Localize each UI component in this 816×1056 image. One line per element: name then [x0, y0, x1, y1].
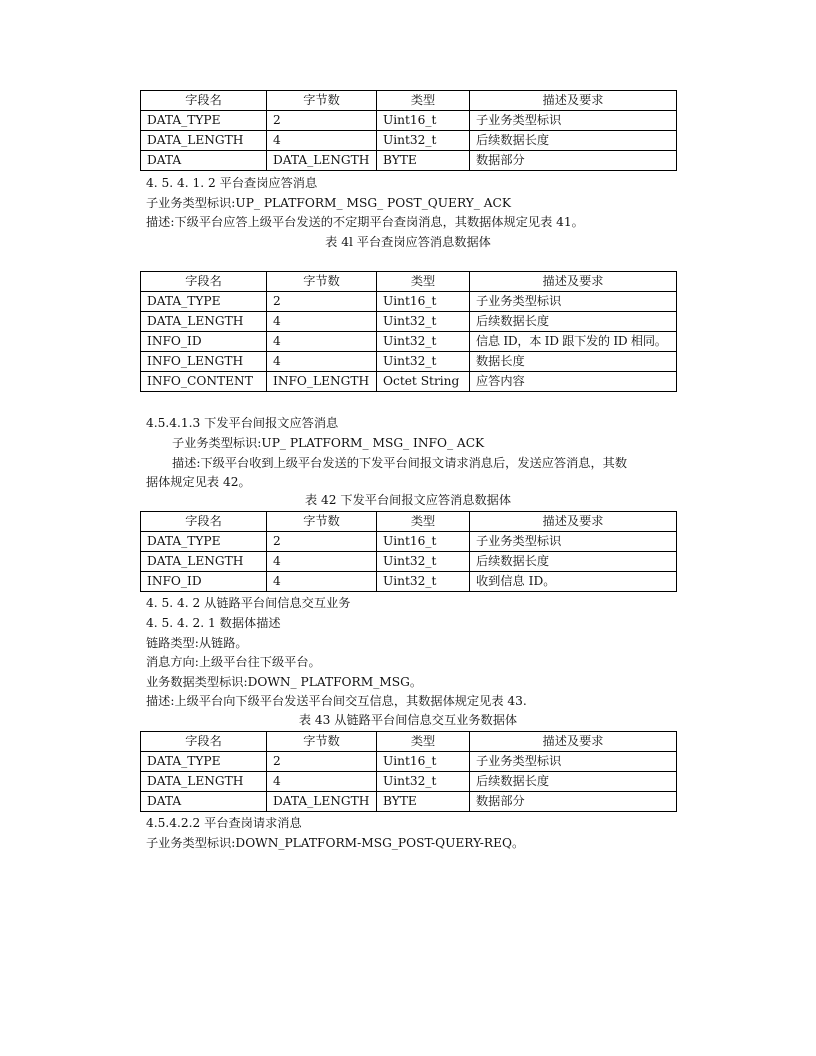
cell-bytes: 4 — [267, 772, 377, 792]
header-type: 类型 — [377, 732, 470, 752]
cell-field: INFO_CONTENT — [141, 372, 267, 392]
table-row — [141, 151, 677, 171]
direction-line: 消息方向:上级平台往下级平台。 — [146, 655, 321, 669]
subsection-heading: 4. 5. 4. 2. 1 数据体描述 — [146, 616, 281, 630]
table-caption: 表 43 从链路平台间信息交互业务数据体 — [298, 713, 518, 727]
table-row — [141, 752, 677, 772]
table-row — [141, 372, 677, 392]
cell-field: DATA — [141, 792, 267, 812]
cell-field: DATA_LENGTH — [141, 772, 267, 792]
description-line: 描述:上级平台向下级平台发送平台间交互信息，其数据体规定见表 43. — [146, 694, 527, 708]
cell-desc: 应答内容 — [470, 372, 677, 392]
cell-field: INFO_ID — [141, 332, 267, 352]
cell-type: Uint32_t — [377, 131, 470, 151]
subtype-id-line: 子业务类型标识:UP_ PLATFORM_ MSG_ INFO_ ACK — [172, 436, 485, 450]
table-row — [141, 352, 677, 372]
cell-field: DATA_LENGTH — [141, 552, 267, 572]
table-42 — [140, 511, 677, 592]
cell-type: Uint16_t — [377, 111, 470, 131]
cell-desc: 数据部分 — [470, 792, 677, 812]
cell-field: DATA_TYPE — [141, 111, 267, 131]
cell-type: Uint32_t — [377, 332, 470, 352]
cell-desc: 后续数据长度 — [470, 312, 677, 332]
cell-bytes: 4 — [267, 352, 377, 372]
cell-desc: 子业务类型标识 — [470, 292, 677, 312]
header-description: 描述及要求 — [470, 732, 677, 752]
table-row — [141, 572, 677, 592]
header-type: 类型 — [377, 272, 470, 292]
table-row — [141, 792, 677, 812]
cell-field: INFO_LENGTH — [141, 352, 267, 372]
header-type: 类型 — [377, 91, 470, 111]
cell-bytes: 4 — [267, 131, 377, 151]
section-heading: 4.5.4.2.2 平台查岗请求消息 — [146, 816, 302, 830]
description-line-cont: 据体规定见表 42。 — [146, 475, 251, 489]
cell-type: Uint16_t — [377, 532, 470, 552]
cell-field: DATA_TYPE — [141, 292, 267, 312]
cell-field: DATA_LENGTH — [141, 312, 267, 332]
subtype-id-line: 子业务类型标识:UP_ PLATFORM_ MSG_ POST_QUERY_ ACK — [146, 196, 511, 210]
cell-desc: 收到信息 ID。 — [470, 572, 677, 592]
table-caption: 表 42 下发平台间报文应答消息数据体 — [304, 493, 512, 507]
table-header-row — [141, 512, 677, 532]
cell-field: DATA_TYPE — [141, 752, 267, 772]
link-type-line: 链路类型:从链路。 — [146, 636, 248, 650]
business-id-line: 业务数据类型标识:DOWN_ PLATFORM_MSG。 — [146, 675, 423, 689]
cell-bytes: 4 — [267, 332, 377, 352]
cell-type: Uint32_t — [377, 552, 470, 572]
section-heading: 4.5.4.1.3 下发平台间报文应答消息 — [146, 416, 339, 430]
table-row — [141, 772, 677, 792]
cell-type: Uint16_t — [377, 752, 470, 772]
cell-field: DATA — [141, 151, 267, 171]
cell-type: Uint32_t — [377, 572, 470, 592]
cell-bytes: 2 — [267, 292, 377, 312]
table-row — [141, 111, 677, 131]
cell-field: DATA_LENGTH — [141, 131, 267, 151]
table-41 — [140, 271, 677, 392]
cell-type: Uint32_t — [377, 772, 470, 792]
header-field-name: 字段名 — [141, 91, 267, 111]
cell-type: BYTE — [377, 792, 470, 812]
table-row — [141, 552, 677, 572]
cell-type: Uint16_t — [377, 292, 470, 312]
header-byte-count: 字节数 — [267, 732, 377, 752]
cell-bytes: DATA_LENGTH — [267, 792, 377, 812]
description-line: 描述:下级平台收到上级平台发送的下发平台间报文请求消息后，发送应答消息，其数 — [172, 456, 628, 470]
cell-desc: 子业务类型标识 — [470, 532, 677, 552]
table-row — [141, 532, 677, 552]
cell-bytes: INFO_LENGTH — [267, 372, 377, 392]
cell-type: Uint32_t — [377, 312, 470, 332]
table-row — [141, 292, 677, 312]
cell-type: BYTE — [377, 151, 470, 171]
header-byte-count: 字节数 — [267, 91, 377, 111]
header-type: 类型 — [377, 512, 470, 532]
cell-bytes: DATA_LENGTH — [267, 151, 377, 171]
cell-type: Octet String — [377, 372, 470, 392]
subtype-id-line: 子业务类型标识:DOWN_PLATFORM-MSG_POST-QUERY-REQ。 — [146, 836, 525, 850]
cell-desc: 后续数据长度 — [470, 552, 677, 572]
table-header-row — [141, 732, 677, 752]
table-row — [141, 131, 677, 151]
cell-desc: 数据长度 — [470, 352, 677, 372]
table-caption: 表 4l 平台查岗应答消息数据体 — [325, 235, 491, 249]
header-description: 描述及要求 — [470, 272, 677, 292]
cell-desc: 子业务类型标识 — [470, 111, 677, 131]
header-field-name: 字段名 — [141, 732, 267, 752]
cell-type: Uint32_t — [377, 352, 470, 372]
section-heading: 4. 5. 4. 2 从链路平台间信息交互业务 — [146, 596, 351, 610]
header-field-name: 字段名 — [141, 272, 267, 292]
table-header-row — [141, 91, 677, 111]
cell-field: DATA_TYPE — [141, 532, 267, 552]
table-row — [141, 312, 677, 332]
table-row — [141, 332, 677, 352]
cell-desc: 后续数据长度 — [470, 772, 677, 792]
table-43 — [140, 731, 677, 812]
cell-desc: 信息 ID，本 ID 跟下发的 ID 相同。 — [470, 332, 677, 352]
cell-field: INFO_ID — [141, 572, 267, 592]
cell-desc: 数据部分 — [470, 151, 677, 171]
header-byte-count: 字节数 — [267, 512, 377, 532]
cell-bytes: 2 — [267, 111, 377, 131]
cell-bytes: 2 — [267, 752, 377, 772]
header-byte-count: 字节数 — [267, 272, 377, 292]
header-field-name: 字段名 — [141, 512, 267, 532]
cell-bytes: 4 — [267, 572, 377, 592]
cell-bytes: 2 — [267, 532, 377, 552]
cell-bytes: 4 — [267, 312, 377, 332]
cell-desc: 子业务类型标识 — [470, 752, 677, 772]
section-heading: 4. 5. 4. 1. 2 平台查岗应答消息 — [146, 176, 318, 190]
description-line: 描述:下级平台应答上级平台发送的不定期平台查岗消息，其数据体规定见表 41。 — [146, 215, 584, 229]
table-top — [140, 90, 677, 171]
header-description: 描述及要求 — [470, 91, 677, 111]
table-header-row — [141, 272, 677, 292]
cell-bytes: 4 — [267, 552, 377, 572]
header-description: 描述及要求 — [470, 512, 677, 532]
cell-desc: 后续数据长度 — [470, 131, 677, 151]
